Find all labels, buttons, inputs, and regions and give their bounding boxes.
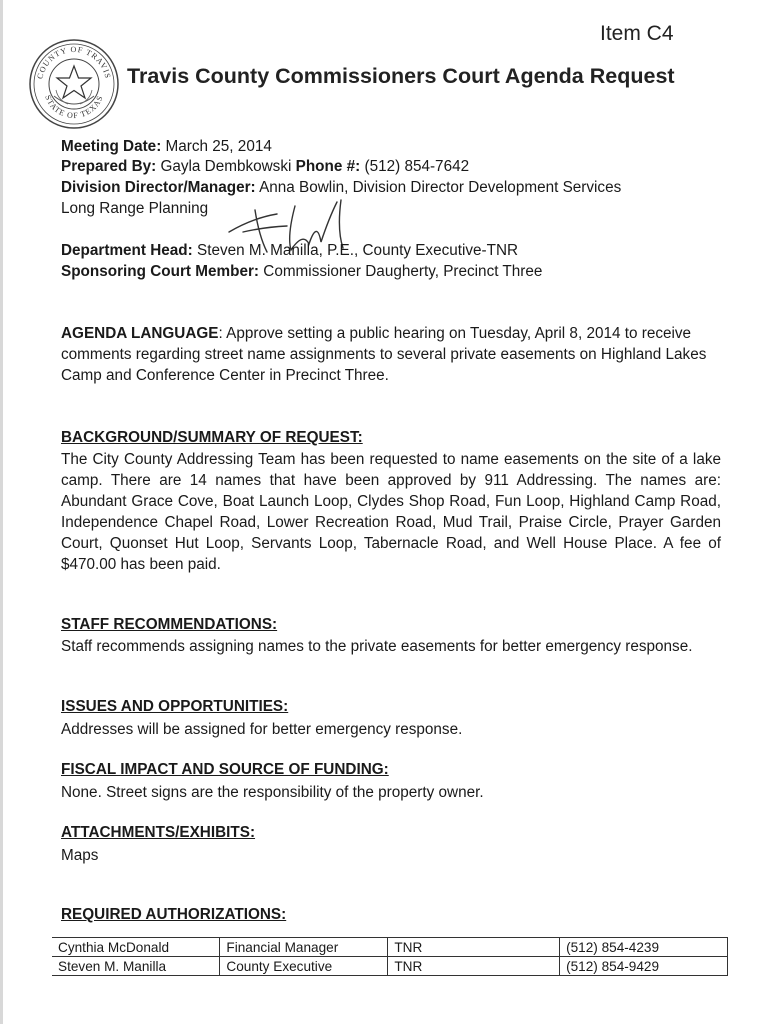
department-head-label: Department Head: — [61, 242, 193, 259]
division-director-line — [61, 178, 621, 198]
meeting-date-line — [61, 137, 272, 157]
agenda-language-text: : Approve setting a public hearing on Tuesday, April 8, 2014 to receive comments regarding street name assignments to several private easements on Highland Lakes Camp and Conference Center in Precinct Three. — [61, 325, 707, 384]
svg-text:STATE OF TEXAS: STATE OF TEXAS — [43, 93, 105, 121]
attachments-text: Maps — [61, 847, 99, 864]
table-row — [52, 957, 728, 976]
fiscal-impact-heading: FISCAL IMPACT AND SOURCE OF FUNDING: — [61, 761, 389, 778]
authorizations-table — [52, 937, 728, 976]
svg-text:COUNTY OF TRAVIS: COUNTY OF TRAVIS — [35, 44, 113, 80]
auth-title: Financial Manager — [220, 938, 388, 957]
auth-phone: (512) 854-9429 — [560, 957, 728, 976]
sponsoring-member-line — [61, 262, 542, 282]
staff-recommendations-text: Staff recommends assigning names to the private easements for better emergency response. — [61, 638, 693, 655]
sponsoring-member-label: Sponsoring Court Member: — [61, 263, 260, 280]
auth-title: County Executive — [220, 957, 388, 976]
division-director-line-2: Long Range Planning — [61, 200, 209, 217]
department-head-value: Steven M. Manilla, P.E., County Executive-TNR — [197, 242, 519, 259]
issues-text: Addresses will be assigned for better emergency response. — [61, 721, 463, 738]
background-text: The City County Addressing Team has been requested to name easements on the site of a lake camp. There are 14 names that have been approved by 911 Addressing. The names are: Abundant Grace Cove, Boat Launch Loop, Clydes Shop Road, Fun Loop, Highland Camp Road, Independence Chapel Road, Lower Recreation Road, Mud Trail, Praise Circle, Prayer Garden Court, Quonset Hut Loop, Servants Loop, Tabernacle Road, and Well House Place. A fee of $470.00 has been paid. — [61, 451, 721, 573]
sponsoring-member-value: Commissioner Daugherty, Precinct Three — [263, 263, 543, 280]
auth-phone: (512) 854-4239 — [560, 938, 728, 957]
auth-name: Cynthia McDonald — [52, 938, 220, 957]
phone-label: Phone #: — [295, 158, 361, 175]
prepared-by-line — [61, 157, 469, 177]
auth-dept: TNR — [388, 938, 560, 957]
auth-name: Steven M. Manilla — [52, 957, 220, 976]
fiscal-impact-text: None. Street signs are the responsibility of the property owner. — [61, 784, 484, 801]
department-head-line — [61, 241, 518, 261]
table-row — [52, 938, 728, 957]
item-number: Item C4 — [600, 22, 674, 45]
division-director-label: Division Director/Manager: — [61, 179, 256, 196]
page-title: Travis County Commissioners Court Agenda Request — [127, 64, 675, 88]
issues-heading: ISSUES AND OPPORTUNITIES: — [61, 698, 289, 715]
meeting-date-value: March 25, 2014 — [165, 138, 272, 155]
agenda-language — [61, 323, 721, 386]
page-edge — [0, 0, 3, 1024]
agenda-language-label: AGENDA LANGUAGE — [61, 325, 219, 342]
division-director-value: Anna Bowlin, Division Director Development Services — [259, 179, 622, 196]
county-seal — [28, 38, 120, 130]
prepared-by-label: Prepared By: — [61, 158, 157, 175]
required-authorizations-heading: REQUIRED AUTHORIZATIONS: — [61, 906, 287, 923]
prepared-by-value: Gayla Dembkowski — [160, 158, 292, 175]
auth-dept: TNR — [388, 957, 560, 976]
phone-value: (512) 854-7642 — [364, 158, 470, 175]
staff-recommendations-heading: STAFF RECOMMENDATIONS: — [61, 616, 278, 633]
meeting-date-label: Meeting Date: — [61, 138, 162, 155]
attachments-heading: ATTACHMENTS/EXHIBITS: — [61, 824, 256, 841]
background-heading: BACKGROUND/SUMMARY OF REQUEST: — [61, 429, 363, 446]
